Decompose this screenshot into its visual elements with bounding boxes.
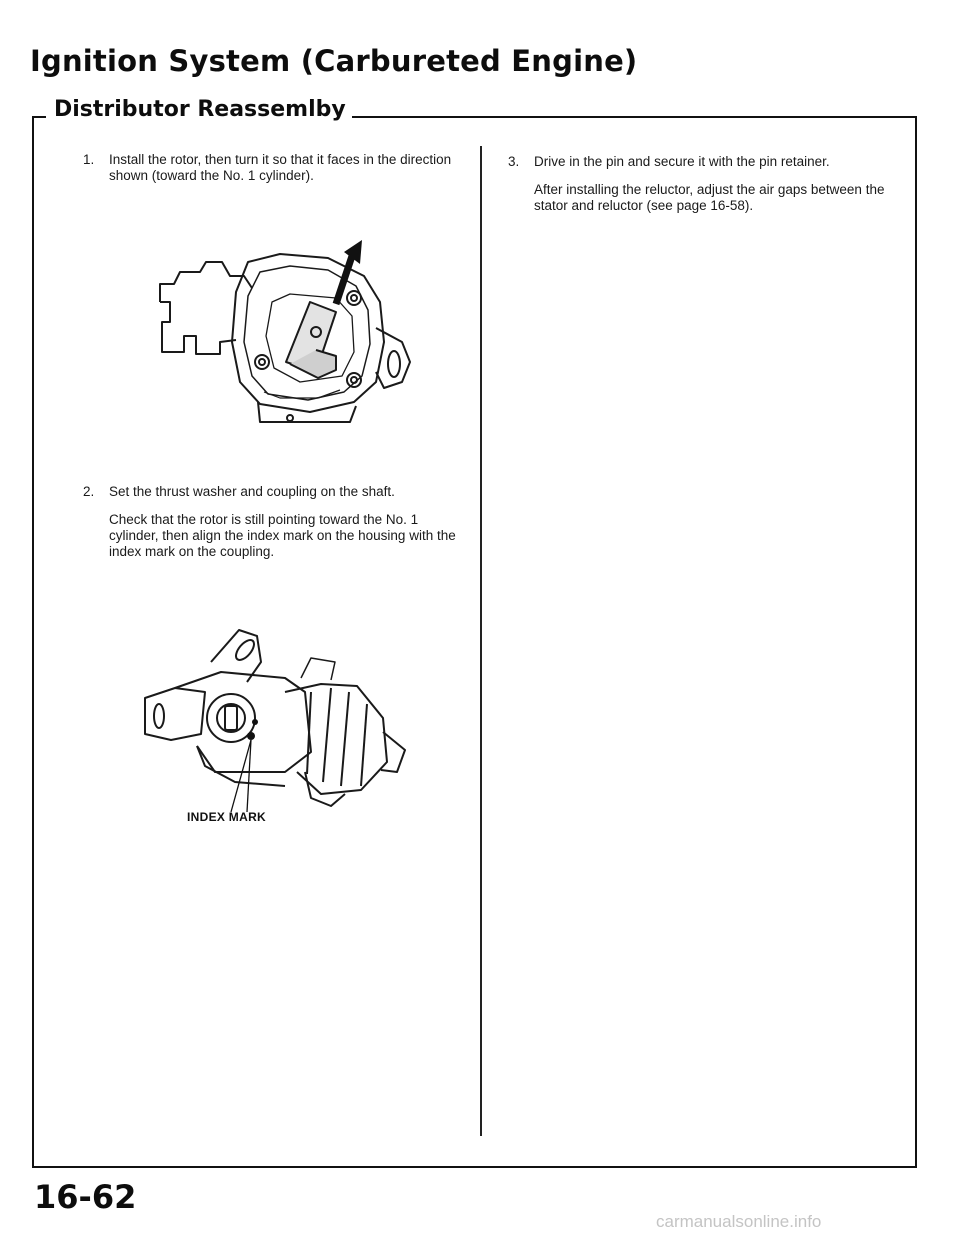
frame-top-left-rule <box>32 116 46 118</box>
step-text: Install the rotor, then turn it so that it faces in the direction shown (toward the No. 1 cylinder). <box>109 152 452 183</box>
column-divider <box>480 146 482 1136</box>
step-number: 3. <box>508 154 520 169</box>
step-text: After installing the reluctor, adjust the air gaps between the stator and reluctor (see page 16-58). <box>534 182 885 213</box>
page-number: 16-62 <box>34 1178 137 1216</box>
coupling-index-mark-illustration <box>135 622 425 822</box>
step-number: 1. <box>83 152 95 167</box>
step-text: Drive in the pin and secure it with the pin retainer. <box>534 154 830 169</box>
section-title: Distributor Reassemlby <box>54 97 352 122</box>
rotor-installation-illustration <box>140 232 420 432</box>
index-mark-label: INDEX MARK <box>187 810 267 824</box>
frame-top-right-rule <box>326 116 917 118</box>
step-2 <box>83 484 463 572</box>
step-number: 2. <box>83 484 95 499</box>
watermark: carmanualsonline.info <box>656 1212 822 1231</box>
step-text: Set the thrust washer and coupling on the shaft. <box>109 484 395 499</box>
step-3 <box>508 154 908 226</box>
step-1 <box>83 152 463 196</box>
page-title: Ignition System (Carbureted Engine) <box>30 44 638 78</box>
step-text: Check that the rotor is still pointing toward the No. 1 cylinder, then align the index mark on the housing with the index mark on the coupling. <box>109 512 456 559</box>
